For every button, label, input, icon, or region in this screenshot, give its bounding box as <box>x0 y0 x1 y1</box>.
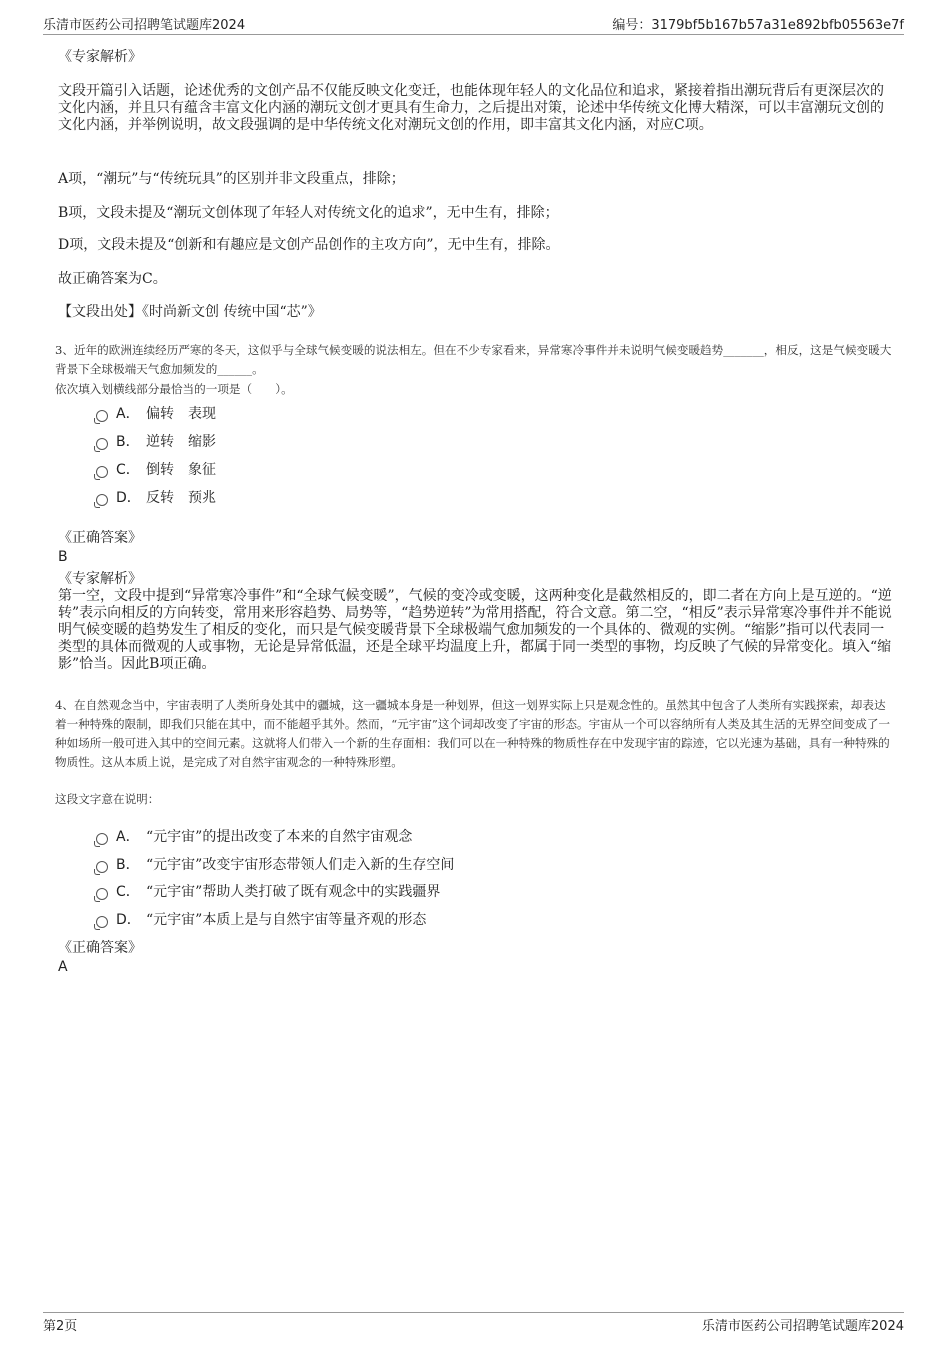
q4-option-d[interactable]: D． “元宇宙”本质上是与自然宇宙等量齐观的形态 <box>96 909 426 927</box>
radio-icon[interactable] <box>96 438 108 450</box>
header-doc-id: 编号：3179bf5b167b57a31e892bfb05563e7f <box>612 18 904 33</box>
q2-option-d-note: D项，文段未提及“创新和有趣应是文创产品创作的主攻方向”，无中生有，排除。 <box>58 237 560 253</box>
q3-option-d[interactable]: D． 反转 预兆 <box>96 487 216 505</box>
q3-answer-title: 《正确答案》 <box>58 530 142 546</box>
q4-prompt: 这段文字意在说明： <box>55 792 160 806</box>
page-header <box>43 14 904 35</box>
q3-analysis: 第一空，文段中提到“异常寒冷事件”和“全球气候变暖”，气候的变冷或变暖，这两种变化是截然相反的，即二者在方向上是互逆的。“逆转”表示向相反的方向转变，常用来形容趋势、局势等，“趋势逆转”为常用搭配，符合文意。第二空，“相反”表示异常寒冷事件并不能说明气候变暖的趋势发生了相反的变化，而只是气候变暖背景下全球极端气愈加频发的一个具体的、微观的实例。“缩影”指可以代表同一类型的具体而微观的人或事物，无论是异常低温，还是全球平均温度上升，都属于同一类型的事物，均反映了气候的异常变化。填入“缩影”恰当。因此B项正确。 <box>58 588 892 672</box>
q4-stem: 4、在自然观念当中，宇宙表明了人类所身处其中的疆城，这一疆城本身是一种划界，但这一划界实际上只是观念性的。虽然其中包含了人类所有实践探索，却表达着一种特殊的限制，即我们只能在其中，而不能超乎其外。然而，“元宇宙”这个词却改变了宇宙的形态。宇宙从一个可以容纳所有人类及其生活的无界空间变成了一种如场所一般可进入其中的空间元素。这就将人们带入一个新的生存面相：我们可以在一种特殊的物质性存在中发现宇宙的踪迹，它以光速为基础，具有一种特殊的物质性。这从本质上说，是完成了对自然宇宙观念的一种特殊形塑。 <box>55 698 891 769</box>
q2-option-a-note: A项，“潮玩”与“传统玩具”的区别并非文段重点，排除； <box>58 171 405 187</box>
q3-stem: 3、近年的欧洲连续经历严寒的冬天，这似乎与全球气候变暖的说法相左。但在不少专家看来，异常寒冷事件并未说明气候变暖趋势_______，相反，这是气候变暖大背景下全球极端天气愈加频发的______。 <box>55 343 892 376</box>
header-title: 乐清市医药公司招聘笔试题库2024 <box>43 18 246 33</box>
q3-option-a[interactable]: A． 偏转 表现 <box>96 403 216 421</box>
q3-prompt: 依次填入划横线部分最恰当的一项是（ ）。 <box>55 382 293 396</box>
radio-icon[interactable] <box>96 466 108 478</box>
footer-page-number: 第2页 <box>43 1319 78 1334</box>
q2-conclusion: 故正确答案为C。 <box>58 271 167 287</box>
q3-expert-title: 《专家解析》 <box>58 571 142 587</box>
q4-answer-title: 《正确答案》 <box>58 940 142 956</box>
q2-source: 【文段出处】《时尚新文创 传统中国“芯”》 <box>58 304 322 320</box>
page-footer <box>43 1312 904 1334</box>
q3-option-c[interactable]: C． 倒转 象征 <box>96 459 216 477</box>
radio-icon[interactable] <box>96 833 108 845</box>
q3-option-b[interactable]: B． 逆转 缩影 <box>96 431 216 449</box>
radio-icon[interactable] <box>96 494 108 506</box>
q4-option-c[interactable]: C． “元宇宙”帮助人类打破了既有观念中的实践疆界 <box>96 881 440 899</box>
radio-icon[interactable] <box>96 888 108 900</box>
q2-option-b-note: B项，文段未提及“潮玩文创体现了年轻人对传统文化的追求”，无中生有，排除； <box>58 205 559 221</box>
q2-analysis: 文段开篇引入话题，论述优秀的文创产品不仅能反映文化变迁，也能体现年轻人的文化品位和追求，紧接着指出潮玩背后有更深层次的文化内涵，并且只有蕴含丰富文化内涵的潮玩文创才更具有生命力，之后提出对策，论述中华传统文化博大精深，可以丰富潮玩文创的文化内涵，并举例说明，故文段强调的是中华传统文化对潮玩文创的作用，即丰富其文化内涵，对应C项。 <box>58 83 884 133</box>
q4-option-b[interactable]: B． “元宇宙”改变宇宙形态带领人们走入新的生存空间 <box>96 854 454 872</box>
footer-title: 乐清市医药公司招聘笔试题库2024 <box>701 1319 904 1334</box>
radio-icon[interactable] <box>96 410 108 422</box>
q4-answer: A <box>58 959 68 975</box>
q4-option-a[interactable]: A． “元宇宙”的提出改变了本来的自然宇宙观念 <box>96 826 412 844</box>
radio-icon[interactable] <box>96 861 108 873</box>
radio-icon[interactable] <box>96 916 108 928</box>
q2-expert-title: 《专家解析》 <box>58 49 142 65</box>
q3-answer: B <box>58 549 68 565</box>
